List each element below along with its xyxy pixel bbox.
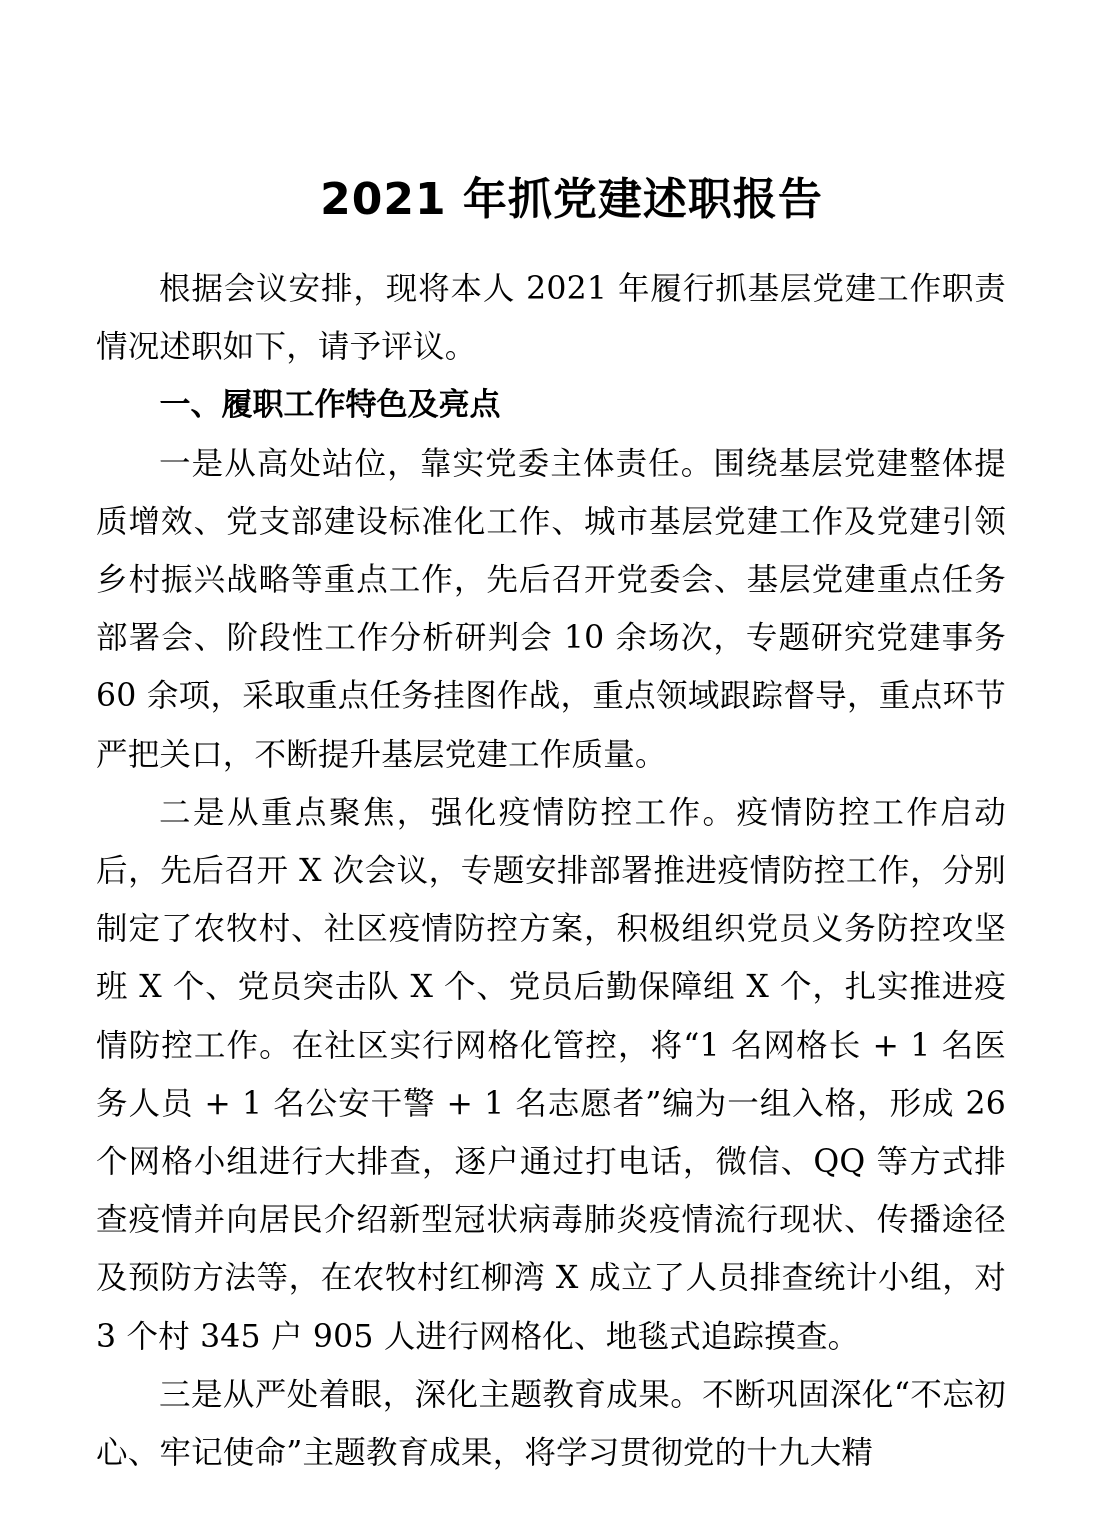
document-body — [96, 260, 1006, 1482]
paragraph-1: 一是从高处站位，靠实党委主体责任。围绕基层党建整体提质增效、党支部建设标准化工作、城市基层党建工作及党建引领乡村振兴战略等重点工作，先后召开党委会、基层党建重点任务部署会、阶段性工作分析研判会 10 余场次，专题研究党建事务 60 余项，采取重点任务挂图作战，重点领域跟踪督导，重点环节严把关口，不断提升基层党建工作质量。 — [96, 445, 1006, 773]
section-heading: 一、履职工作特色及亮点 — [159, 387, 501, 424]
intro-paragraph: 根据会议安排，现将本人 2021 年履行抓基层党建工作职责情况述职如下，请予评议。 — [96, 271, 1006, 366]
document-title: 2021 年抓党建述职报告 — [320, 174, 823, 225]
paragraph-2: 二是从重点聚焦，强化疫情防控工作。疫情防控工作启动后，先后召开 X 次会议，专题安排部署推进疫情防控工作，分别制定了农牧村、社区疫情防控方案，积极组织党员义务防控攻坚班 X 个、党员突击队 X 个、党员后勤保障组 X 个，扎实推进疫情防控工作。在社区实行网格化管控，将“1 名网格长 + 1 名医务人员 + 1 名公安干警 + 1 名志愿者”编为一组入格，形成 26 个网格小组进行大排查，逐户通过打电话，微信、QQ 等方式排查疫情并向居民介绍新型冠状病毒肺炎疫情流行现状、传播途径及预防方法等，在农牧村红柳湾 X 成立了人员排查统计小组，对 3 个村 345 户 905 人进行网格化、地毯式追踪摸查。 — [96, 794, 1006, 1355]
paragraph-3: 三是从严处着眼，深化主题教育成果。不断巩固深化“不忘初心、牢记使命”主题教育成果，将学习贯彻党的十九大精 — [96, 1376, 1006, 1472]
